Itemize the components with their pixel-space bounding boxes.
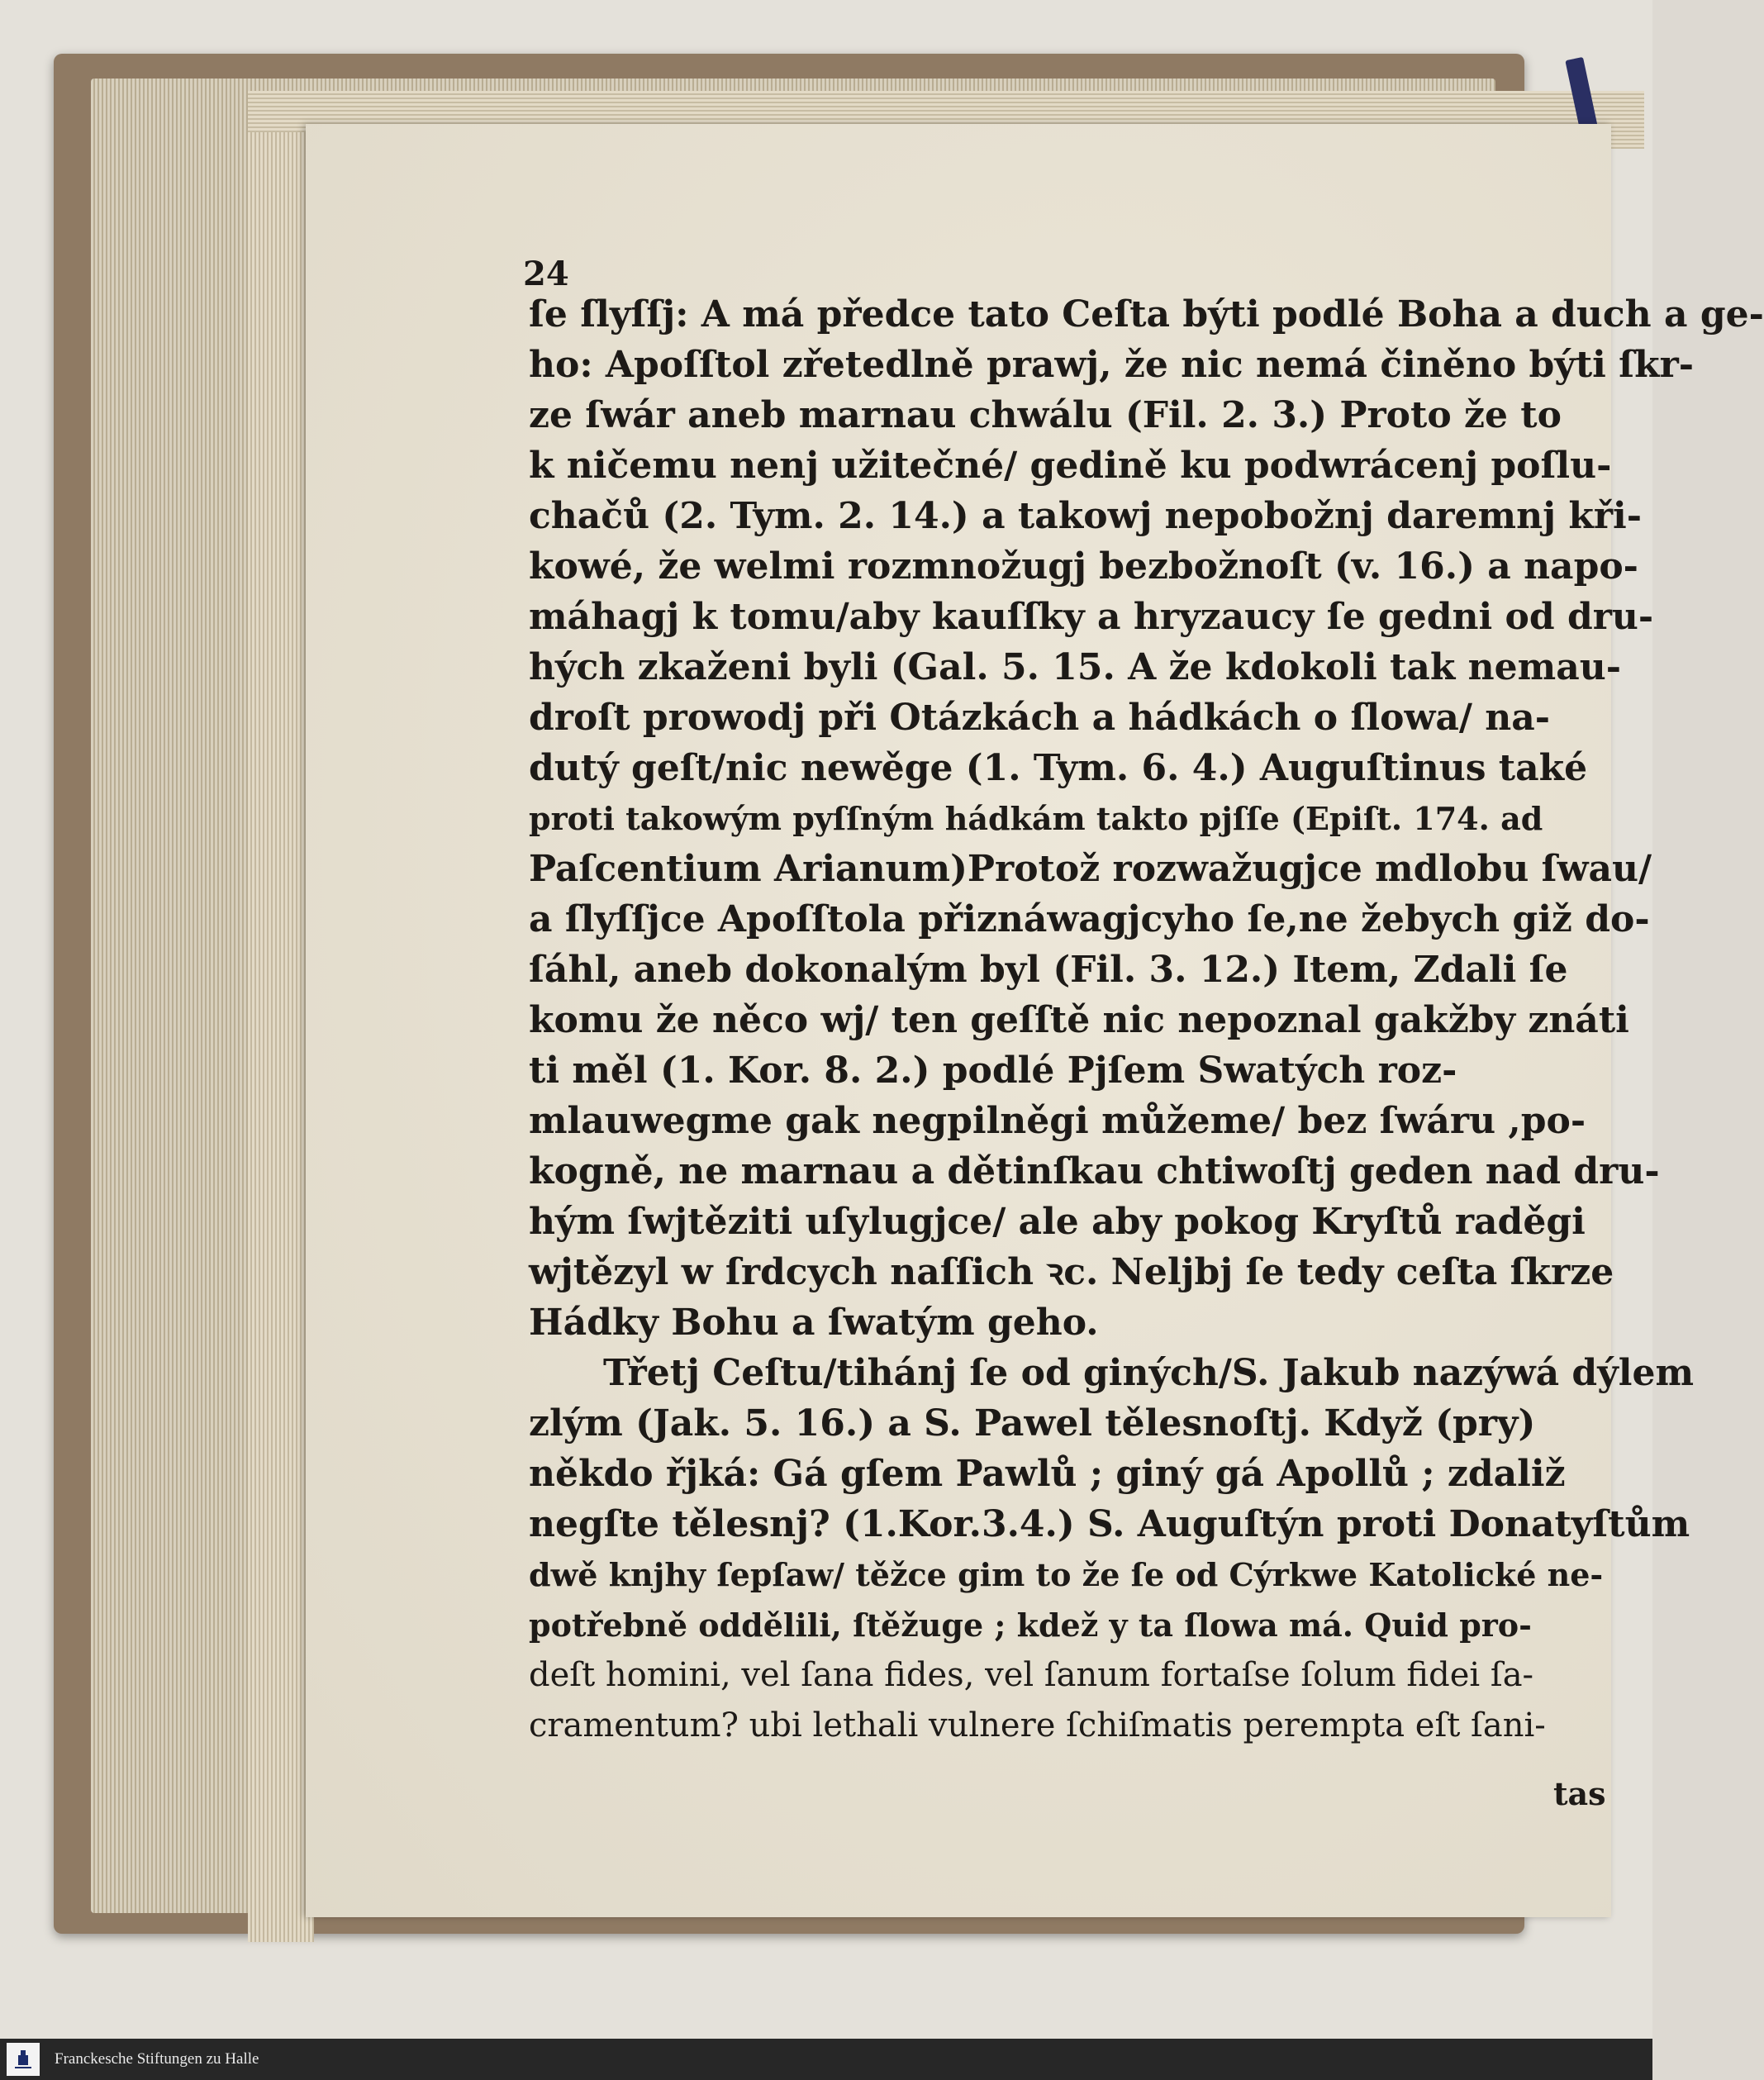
text-line: droſt prowodj při Otázkách a hádkách o ſlowa/ na-	[529, 697, 1550, 739]
page-stack-left	[248, 132, 314, 1942]
text-line: hých zkaženi byli (Gal. 5. 15. A že kdokoli tak nemau-	[529, 646, 1621, 688]
text-line: kogně, ne marnau a dětinſkau chtiwoſtj geden nad dru-	[529, 1150, 1660, 1192]
text-line: potřebně oddělili, ſtěžuge ; kdež y ta ſlowa má. Quid pro-	[529, 1606, 1532, 1644]
viewer-footer	[0, 2039, 1652, 2080]
text-line: ze ſwár aneb marnau chwálu (Fil. 2. 3.) Proto že to	[529, 394, 1562, 436]
page-number: 24	[523, 255, 569, 293]
institution-logo-icon[interactable]	[7, 2043, 40, 2076]
text-line: Hádky Bohu a ſwatým geho.	[529, 1302, 1099, 1344]
text-line: ho: Apoſſtol zřetedlně prawj, že nic nemá činěno býti ſkr-	[529, 344, 1695, 386]
text-line: komu že něco wj/ ten geſſtě nic nepoznal gakžby znáti	[529, 999, 1629, 1041]
text-line: wjtězyl w ſrdcych naſſich ꝛc. Neljbj ſe tedy ceſta ſkrze	[529, 1251, 1614, 1293]
text-line: zlým (Jak. 5. 16.) a S. Pawel tělesnoſtj. Když (pry)	[529, 1402, 1536, 1445]
catchword: tas	[1553, 1775, 1606, 1812]
text-line: negſte tělesnj? (1.Kor.3.4.) S. Auguſtýn proti Donatyſtům	[529, 1503, 1690, 1545]
text-line: Třetj Ceſtu/tihánj ſe od giných/S. Jakub nazýwá dýlem	[603, 1352, 1695, 1394]
text-line: mlauwegme gak negpilněgi můžeme/ bez ſwáru ,po-	[529, 1100, 1586, 1142]
text-line: hým ſwjtěziti uſylugjce/ ale aby pokog Kryſtů raděgi	[529, 1201, 1586, 1243]
page-body-text	[529, 289, 1764, 1751]
text-line: cramentum? ubi lethali vulnere ſchiſmatis perempta eſt ſani-	[529, 1706, 1546, 1744]
text-line: dwě knjhy ſepſaw/ těžce gim to že ſe od Cýrkwe Katolické ne-	[529, 1556, 1604, 1593]
institution-name[interactable]: Franckesche Stiftungen zu Halle	[55, 2050, 259, 2068]
text-line: ti měl (1. Kor. 8. 2.) podlé Pjſem Swatých roz-	[529, 1050, 1457, 1092]
text-line: k ničemu nenj užitečné/ gedině ku podwrácenj poſlu-	[529, 445, 1612, 487]
text-line: ſe ſlyſſj: A má předce tato Ceſta býti podlé Boha a duch a ge-	[529, 293, 1764, 336]
text-line: dutý geſt/nic newěge (1. Tym. 6. 4.) Auguſtinus také	[529, 747, 1588, 789]
text-line: a ſlyſſjce Apoſſtola přiznáwagjcyho ſe,ne žebych giž do-	[529, 898, 1650, 940]
text-line: někdo řjká: Gá gſem Pawlů ; giný gá Apollů ; zdaliž	[529, 1453, 1566, 1495]
text-line: kowé, že welmi rozmnožugj bezbožnoſt (v. 16.) a napo-	[529, 545, 1638, 588]
text-line: proti takowým pyſſným hádkám takto pjſſe (Epiſt. 174. ad	[529, 800, 1543, 837]
text-line: deſt homini, vel ſana fides, vel ſanum fortaſse ſolum fidei ſa-	[529, 1656, 1534, 1694]
text-line: ſáhl, aneb dokonalým byl (Fil. 3. 12.) Item, Zdali ſe	[529, 949, 1568, 991]
text-line: chačů (2. Tym. 2. 14.) a takowj nepobožnj daremnj kři-	[529, 495, 1642, 537]
text-line: máhagj k tomu/aby kauſſky a hryzaucy ſe gedni od dru-	[529, 596, 1654, 638]
text-line: Paſcentium Arianum)Protož rozwažugjce mdlobu ſwau/	[529, 848, 1652, 890]
